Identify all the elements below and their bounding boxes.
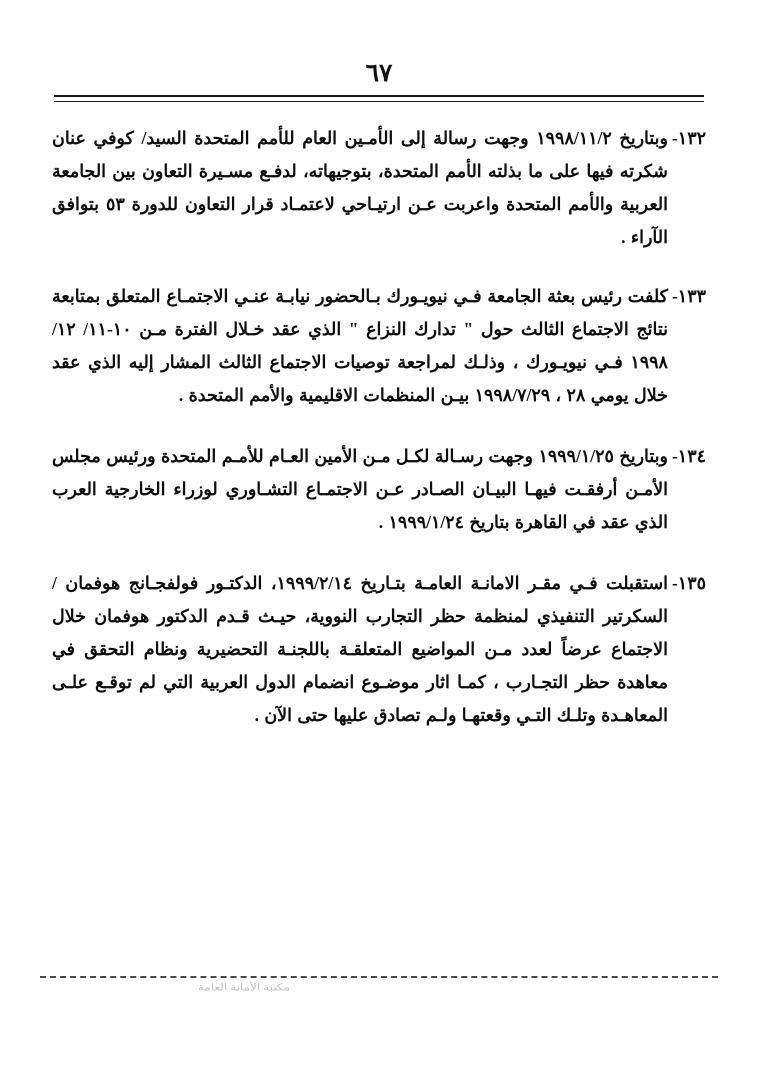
paragraph-134 [52,440,706,539]
page-number: ٦٧ [365,58,393,87]
paragraph-text: كلفت رئيس بعثة الجامعة فـي نيويـورك بـالحضور نيابـة عنـي الاجتمـاع المتعلق بمتابعة نتائج الاجتماع الثالث حول " تدارك النزاع " الذي عقد خـلال الفترة مـن ١٠-١١/ ١٢/ ١٩٩٨ فـي نيويـورك ، وذلـك لمراجعة توصيات الاجتماع الثالث المشار إليه الذي عقد خلال يومي ٢٨ ، ١٩٩٨/٧/٢٩ بيـن المنظمات الاقليمية والأمم المتحدة . [52,286,668,405]
paragraph-135 [52,567,706,732]
paragraph-text: استقبلت فـي مقـر الامانـة العامـة بتـاريخ ١٩٩٩/٢/١٤، الدكتـور فولفجـانج هوفمان / السكرتير التنفيذي لمنظمة حظر التجارب النووية، حيـث قـدم الدكتور هوفمان خلال الاجتماع عرضاً لعدد مـن المواضيع المتعلقـة باللجنـة التحضيرية ونظام التحقق في معاهدة حظر التجـارب ، كمـا اثار موضـوع انضمام الدول العربية التي لم توقـع علـى المعاهـدة وتلـك التـي وقعتهـا ولـم تصادق عليها حتى الآن . [52,573,668,725]
paragraph-text: وبتاريخ ١٩٩٩/١/٢٥ وجهت رسـالة لكـل مـن الأمين العـام للأمـم المتحدة ورئيس مجلس الأمـن أرفقـت فيهـا البيـان الصـادر عـن الاجتمـاع التشـاوري لوزراء الخارجية العرب الذي عقد في القاهرة بتاريخ ١٩٩٩/١/٢٤ . [52,446,668,532]
paragraph-132 [52,122,706,254]
footer-divider [40,976,718,978]
paragraph-number: ١٣٥- [671,573,706,593]
paragraph-number: ١٣٤- [671,446,706,466]
paragraph-text: وبتاريخ ١٩٩٨/١١/٢ وجهت رسالة إلى الأمـين العام للأمم المتحدة السيد/ كوفي عنان شكرته فيها على ما بذلته الأمم المتحدة، بتوجيهاته، لدفـع مسـيرة التعاون بين الجامعة العربية والأمم المتحدة واعربت عـن ارتيـاحي لاعتمـاد قرار التعاون للدورة ٥٣ بتوافق الآراء . [52,128,668,247]
header-divider [54,95,704,102]
footer-watermark: مكتبة الأمانة العامة [197,981,290,994]
page-footer [40,970,718,1000]
paragraph-number: ١٣٣- [671,286,706,306]
paragraph-number: ١٣٢- [671,128,706,148]
paragraph-133 [52,280,706,412]
document-body [52,122,706,758]
